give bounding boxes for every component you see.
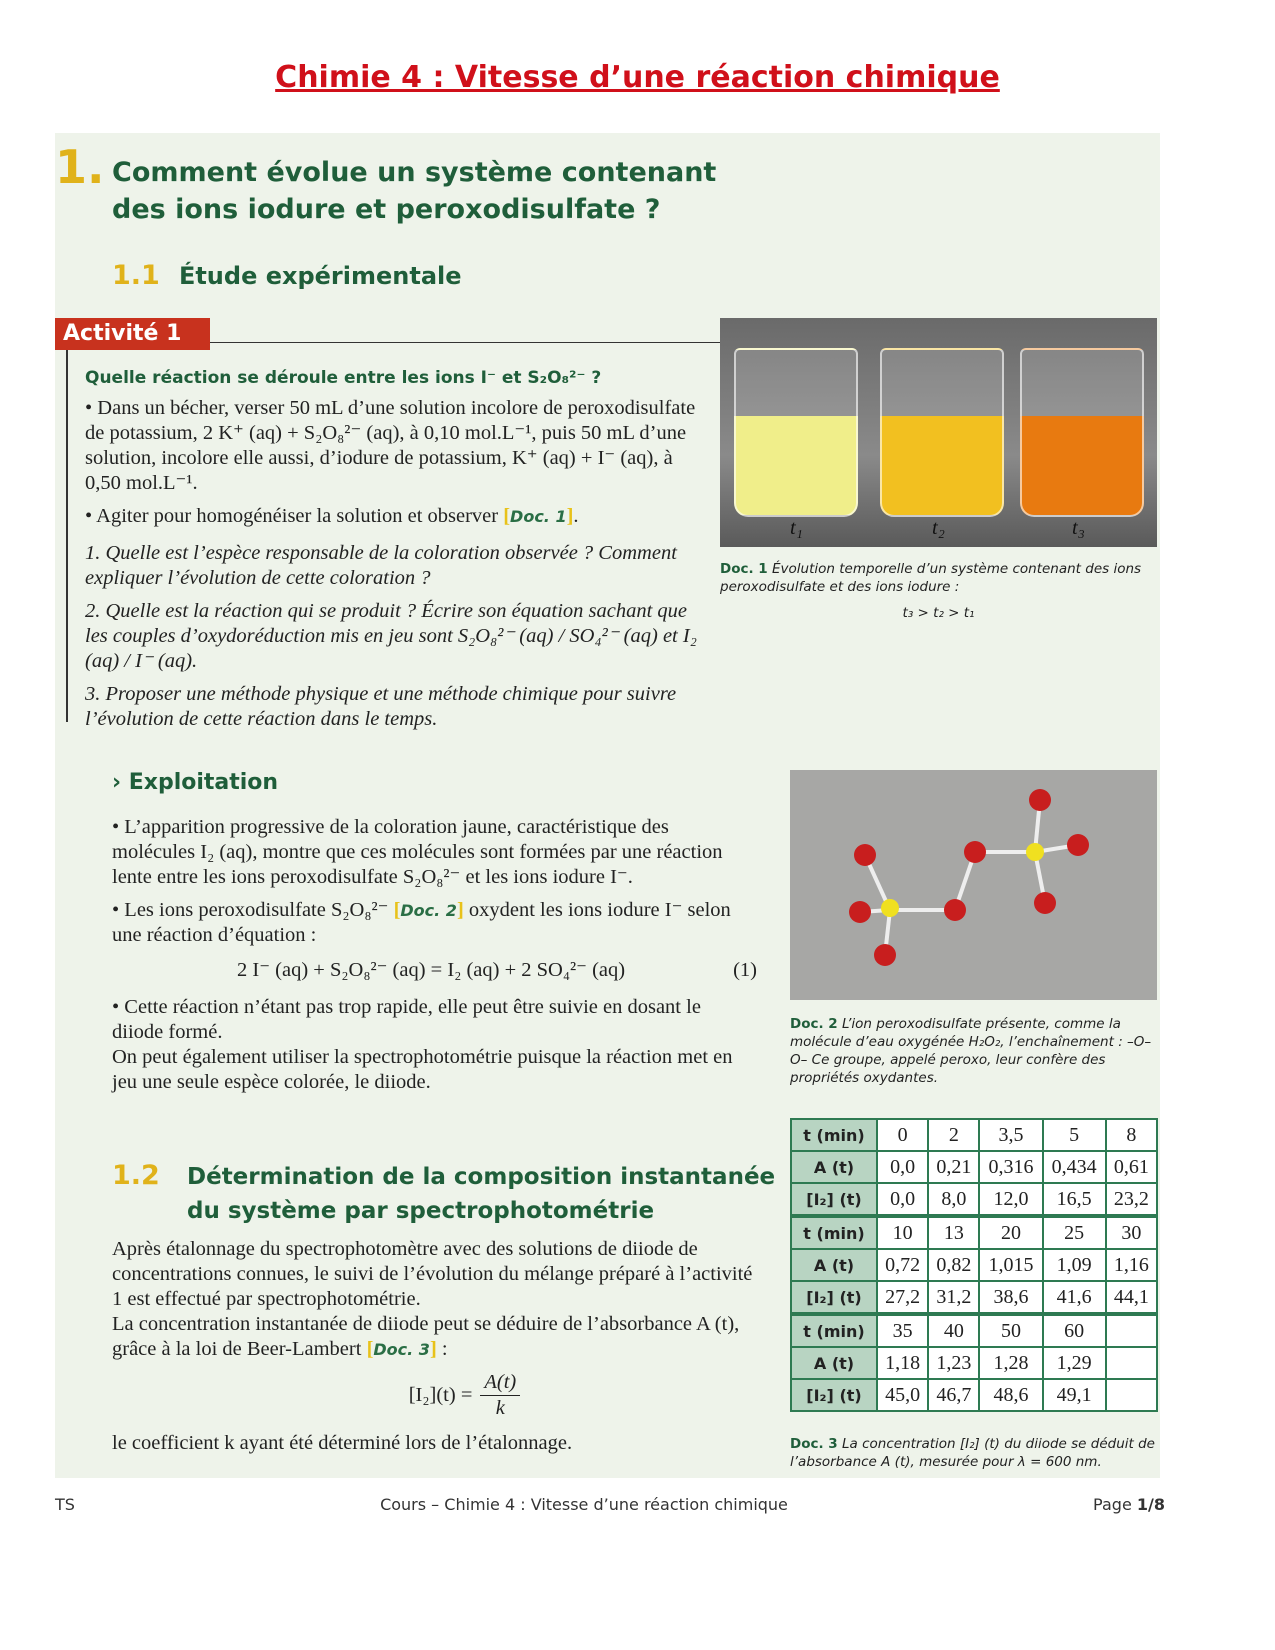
table-cell: 2 <box>928 1119 979 1151</box>
section-1-2-body: Après étalonnage du spectrophotomètre avec des solutions de diiode de concentrations connues, le suivi de l’évolution du mélange préparé à l’activité 1 est effectué par spectrophotométrie. La concentration instantanée de diiode peut se déduire de l’absorbance A (t), grâce à la loi de Beer-Lambert [Doc. 3] : [I₂](t) = $\frac{A(t)}{k}$ le coefficient k ayant été déterminé lors de l’étalonnage. <box>112 1237 757 1464</box>
equation: 2 I⁻ (aq) + S₂O₈²⁻ (aq) = I₂ (aq) + 2 SO₄²⁻ (aq) <box>237 959 626 981</box>
table-cell: 35 <box>877 1314 928 1347</box>
table-row <box>791 1216 1157 1249</box>
section-1-2-title: Détermination de la composition instantanée du système par spectrophotométrie <box>187 1164 776 1224</box>
table-cell: 25 <box>1043 1216 1106 1249</box>
table-cell: 0,0 <box>877 1183 928 1216</box>
table-cell: 0,61 <box>1106 1151 1157 1183</box>
table-cell: 45,0 <box>877 1379 928 1411</box>
exploitation-body: • L’apparition progressive de la coloration jaune, caractéristique des molécules I₂ (aq), montre que ces molécules sont formées par une réaction lente entre les ions peroxodisulfate S₂O₈²⁻ et les ions iodure I⁻. • Les ions peroxodisulfate S₂O₈²⁻ [Doc. 2] oxydent les ions iodure I⁻ selon une réaction d’équation : 2 I⁻ (aq) + S₂O₈²⁻ (aq) = I₂ (aq) + 2 SO₄²⁻ (aq) (1) • Cette réaction n’étant pas trop rapide, elle peut être suivie en dosant le diiode formé. On peut également utiliser la spectrophotométrie puisque la réaction met en jeu une seule espèce colorée, le diiode. <box>112 816 757 1093</box>
table-row <box>791 1281 1157 1314</box>
divider <box>210 342 720 343</box>
doc-2-photo-molecule-model <box>790 770 1157 1000</box>
table-cell: 1,29 <box>1043 1347 1106 1379</box>
table-cell: 12,0 <box>979 1183 1042 1216</box>
table-cell: 1,18 <box>877 1347 928 1379</box>
doc-3-data-table <box>790 1118 1158 1412</box>
table-row <box>791 1249 1157 1281</box>
exploitation-heading: › Exploitation <box>112 770 279 795</box>
table-cell: 13 <box>928 1216 979 1249</box>
table-cell: 0,72 <box>877 1249 928 1281</box>
table-cell <box>1106 1347 1157 1379</box>
table-cell: 0,21 <box>928 1151 979 1183</box>
table-cell: 20 <box>979 1216 1042 1249</box>
table-cell: 46,7 <box>928 1379 979 1411</box>
row-header: A (t) <box>791 1151 877 1183</box>
section-1-2-heading: 1.2 <box>112 1160 160 1191</box>
row-header: t (min) <box>791 1216 877 1249</box>
beaker-t1 <box>734 348 858 517</box>
doc-3-link[interactable]: Doc. 3 <box>373 1340 430 1359</box>
table-row <box>791 1119 1157 1151</box>
table-cell: 1,28 <box>979 1347 1042 1379</box>
table-cell: 44,1 <box>1106 1281 1157 1314</box>
table-cell: 50 <box>979 1314 1042 1347</box>
activity-border <box>66 350 68 722</box>
table-cell: 0,434 <box>1043 1151 1106 1183</box>
row-header: t (min) <box>791 1119 877 1151</box>
table-cell: 23,2 <box>1106 1183 1157 1216</box>
table-cell: 27,2 <box>877 1281 928 1314</box>
table-cell: 0,316 <box>979 1151 1042 1183</box>
activity-body: Quelle réaction se déroule entre les ions I⁻ et S₂O₈²⁻ ? • Dans un bécher, verser 50 mL d’une solution incolore de peroxodisulfate de potassium, 2 K⁺ (aq) + S₂O₈²⁻ (aq), à 0,10 mol.L⁻¹, puis 50 mL d’une solution, incolore elle aussi, d’iodure de potassium, K⁺ (aq) + I⁻ (aq), à 0,50 mol.L⁻¹. • Agiter pour homogénéiser la solution et observer [Doc. 1]. 1. Quelle est l’espèce responsable de la coloration observée ? Comment expliquer l’évolution de cette coloration ? 2. Quelle est la réaction qui se produit ? Écrire son équation sachant que les couples d’oxydoréduction mis en jeu sont S₂O₈²⁻ (aq) / SO₄²⁻ (aq) et I₂ (aq) / I⁻ (aq). 3. Proposer une méthode physique et une méthode chimique pour suivre l’évolution de cette réaction dans le temps. <box>85 368 697 730</box>
beer-lambert-formula: [I₂](t) = $\frac{A(t)}{k}$ <box>172 1370 757 1421</box>
activity-badge: Activité 1 <box>55 318 210 350</box>
page-footer: TS Cours – Chimie 4 : Vitesse d’une réaction chimique Page 1/8 <box>55 1495 1165 1514</box>
table-row <box>791 1314 1157 1347</box>
table-cell: 30 <box>1106 1216 1157 1249</box>
doc-3-caption: Doc. 3 La concentration [I₂] (t) du diiode se déduit de l’absorbance A (t), mesurée pour λ = 600 nm. <box>790 1436 1155 1470</box>
table-cell: 0,0 <box>877 1151 928 1183</box>
peroxodisulfate-model-icon <box>790 770 1157 1000</box>
table-cell: 41,6 <box>1043 1281 1106 1314</box>
table-cell: 48,6 <box>979 1379 1042 1411</box>
row-header: t (min) <box>791 1314 877 1347</box>
doc-1-link[interactable]: Doc. 1 <box>510 507 567 526</box>
row-header: [I₂] (t) <box>791 1281 877 1314</box>
table-row <box>791 1379 1157 1411</box>
doc-1-caption: Doc. 1 Évolution temporelle d’un système contenant des ions peroxodisulfate et des ions iodure : t₃ > t₂ > t₁ <box>720 561 1142 621</box>
doc-1-photo-beakers: t₁ t₂ t₃ <box>720 318 1157 547</box>
table-cell <box>1106 1314 1157 1347</box>
beaker-t3 <box>1020 348 1144 517</box>
table-cell: 1,015 <box>979 1249 1042 1281</box>
table-cell: 1,23 <box>928 1347 979 1379</box>
table-cell: 60 <box>1043 1314 1106 1347</box>
table-cell: 5 <box>1043 1119 1106 1151</box>
table-cell <box>1106 1379 1157 1411</box>
table-cell: 38,6 <box>979 1281 1042 1314</box>
table-cell: 31,2 <box>928 1281 979 1314</box>
table-cell: 0,82 <box>928 1249 979 1281</box>
beaker-t2 <box>880 348 1004 517</box>
section-1-heading: 1. <box>55 140 105 194</box>
table-cell: 3,5 <box>979 1119 1042 1151</box>
section-1-1-heading: 1.1 Étude expérimentale <box>112 260 462 291</box>
table-cell: 8,0 <box>928 1183 979 1216</box>
table-row <box>791 1151 1157 1183</box>
table-cell: 0 <box>877 1119 928 1151</box>
table-row <box>791 1347 1157 1379</box>
row-header: [I₂] (t) <box>791 1379 877 1411</box>
table-cell: 1,09 <box>1043 1249 1106 1281</box>
row-header: A (t) <box>791 1347 877 1379</box>
row-header: [I₂] (t) <box>791 1183 877 1216</box>
doc-2-link[interactable]: Doc. 2 <box>400 901 457 920</box>
table-cell: 16,5 <box>1043 1183 1106 1216</box>
row-header: A (t) <box>791 1249 877 1281</box>
table-row <box>791 1183 1157 1216</box>
table-cell: 10 <box>877 1216 928 1249</box>
table-cell: 40 <box>928 1314 979 1347</box>
doc-2-caption: Doc. 2 L’ion peroxodisulfate présente, comme la molécule d’eau oxygénée H₂O₂, l’enchaînement : –O–O– Ce groupe, appelé peroxo, leur confère des propriétés oxydantes. <box>790 1016 1152 1086</box>
section-1-title: Comment évolue un système contenant des ions iodure et peroxodisulfate ? <box>112 157 717 225</box>
table-cell: 49,1 <box>1043 1379 1106 1411</box>
page-title: Chimie 4 : Vitesse d’une réaction chimique <box>275 60 1000 95</box>
table-cell: 8 <box>1106 1119 1157 1151</box>
table-cell: 1,16 <box>1106 1249 1157 1281</box>
